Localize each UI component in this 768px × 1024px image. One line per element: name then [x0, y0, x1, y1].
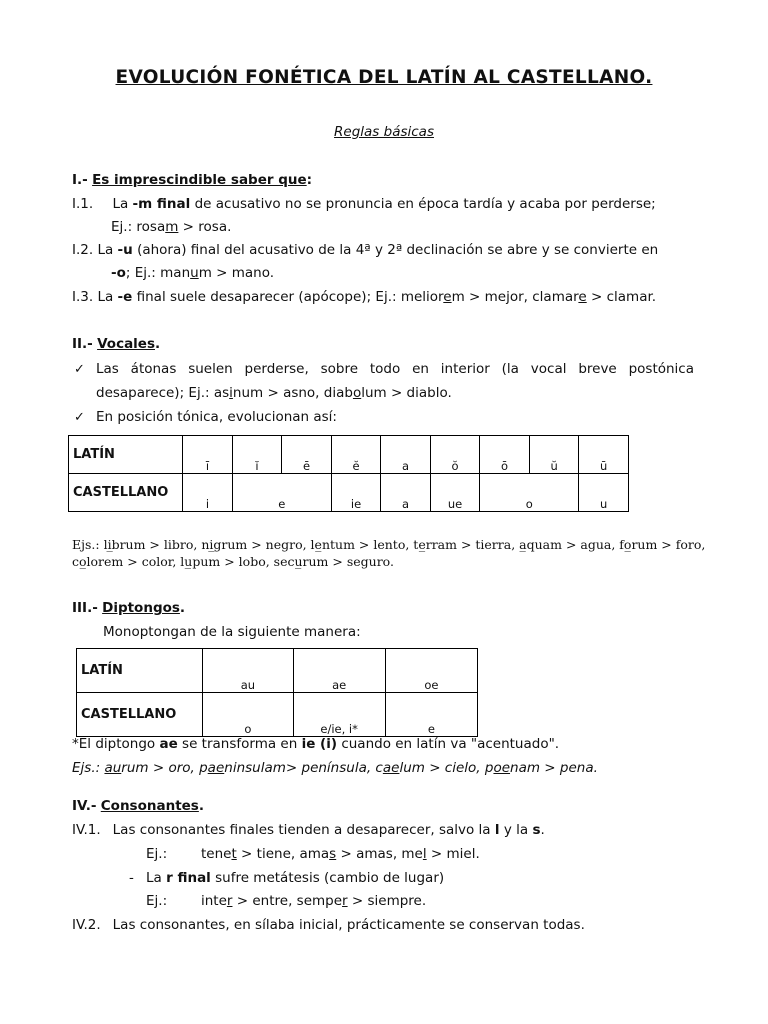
vowel-cell: ue [430, 474, 480, 512]
section-4-heading: IV.- Consonantes. [72, 798, 204, 814]
diphthong-cell: oe [385, 649, 477, 693]
rule-4-2: IV.2. Las consonantes, en sílaba inicial, prácticamente se conservan todas. [72, 917, 585, 933]
vowel-table [68, 435, 629, 512]
vowel-cell: a [381, 436, 431, 474]
section-3-heading: III.- Diptongos. [72, 600, 186, 616]
diphthong-cell: ae [293, 649, 385, 693]
vowel-cell: u [579, 474, 629, 512]
diphthong-table-castellano-row [77, 693, 478, 737]
bullet-1-line-2: desaparece); Ej.: asinum > asno, diabolum > diablo. [96, 385, 452, 401]
vowel-cell: i [183, 474, 233, 512]
page-title: EVOLUCIÓN FONÉTICA DEL LATÍN AL CASTELLANO. [115, 67, 653, 88]
vowel-cell: ē [282, 436, 332, 474]
bullet-2: En posición tónica, evolucionan así: [96, 409, 337, 425]
dash-bullet: - [129, 870, 134, 886]
rule-4-1-sub-example-label: Ej.: [146, 893, 168, 909]
vowel-cell: ie [331, 474, 381, 512]
rule-4-1: IV.1. Las consonantes finales tienden a desaparecer, salvo la l y la s. [72, 822, 545, 838]
vowel-cell: a [381, 474, 431, 512]
diphthong-cell: au [203, 649, 293, 693]
vowel-cell: o [480, 474, 579, 512]
check-icon: ✓ [74, 362, 85, 377]
vowel-cell: ō [480, 436, 530, 474]
rule-1-2-example: -o; Ej.: manum > mano. [111, 265, 275, 281]
vowel-cell: ī [183, 436, 233, 474]
section-1-heading: I.- Es imprescindible saber que: [72, 172, 313, 188]
diphthong-cell: o [203, 693, 293, 737]
diphthong-intro: Monoptongan de la siguiente manera: [103, 624, 361, 640]
diphthong-note: *El diptongo ae se transforma en ie (i) cuando en latín va "acentuado". [72, 736, 560, 752]
latin-label: LATÍN [69, 436, 183, 474]
vowel-table-latin-row [69, 436, 629, 474]
vowel-table-castellano-row [69, 474, 629, 512]
vowel-examples-line-2: co̲lorem > color, lu̲pum > lobo, secu̲rum > seguro. [72, 554, 394, 569]
castellano-label: CASTELLANO [77, 693, 203, 737]
diphthong-cell: e [385, 693, 477, 737]
rule-1-1-example: Ej.: rosam > rosa. [111, 219, 232, 235]
diphthong-cell: e/ie, i* [293, 693, 385, 737]
rule-1-3: I.3. La -e final suele desaparecer (apócope); Ej.: meliorem > mejor, clamare > clamar. [72, 289, 657, 305]
rule-4-1-sub: La r final sufre metátesis (cambio de lugar) [146, 870, 445, 886]
rule-4-1-example: tenet > tiene, amas > amas, mel > miel. [201, 846, 480, 862]
bullet-1-line-1: Las átonas suelen perderse, sobre todo en interior (la vocal breve postónica [96, 361, 694, 377]
vowel-examples-line-1: Ejs.: li̲brum > libro, ni̲grum > negro, le̲ntum > lento, te̲rram > tierra, a̲quam > agua, fo̲rum > foro, [72, 537, 706, 552]
diphthong-examples: Ejs.: aurum > oro, paeninsulam> península, caelum > cielo, poenam > pena. [72, 760, 598, 776]
vowel-cell: e [232, 474, 331, 512]
rule-1-2: I.2. La -u (ahora) final del acusativo de la 4ª y 2ª declinación se abre y se convierte en [72, 242, 659, 258]
vowel-cell: ŭ [529, 436, 579, 474]
diphthong-table-latin-row [77, 649, 478, 693]
vowel-cell: ū [579, 436, 629, 474]
diphthong-table [76, 648, 478, 737]
rule-4-1-sub-example: inter > entre, semper > siempre. [201, 893, 427, 909]
vowel-cell: ŏ [430, 436, 480, 474]
rule-1-1: I.1. La -m final de acusativo no se pronuncia en época tardía y acaba por perderse; [72, 196, 656, 212]
section-2-heading: II.- Vocales. [72, 336, 161, 352]
rule-4-1-example-label: Ej.: [146, 846, 168, 862]
check-icon: ✓ [74, 410, 85, 425]
castellano-label: CASTELLANO [69, 474, 183, 512]
vowel-cell: ĕ [331, 436, 381, 474]
page-subtitle: Reglas básicas [334, 124, 434, 140]
vowel-cell: ĭ [232, 436, 282, 474]
latin-label: LATÍN [77, 649, 203, 693]
